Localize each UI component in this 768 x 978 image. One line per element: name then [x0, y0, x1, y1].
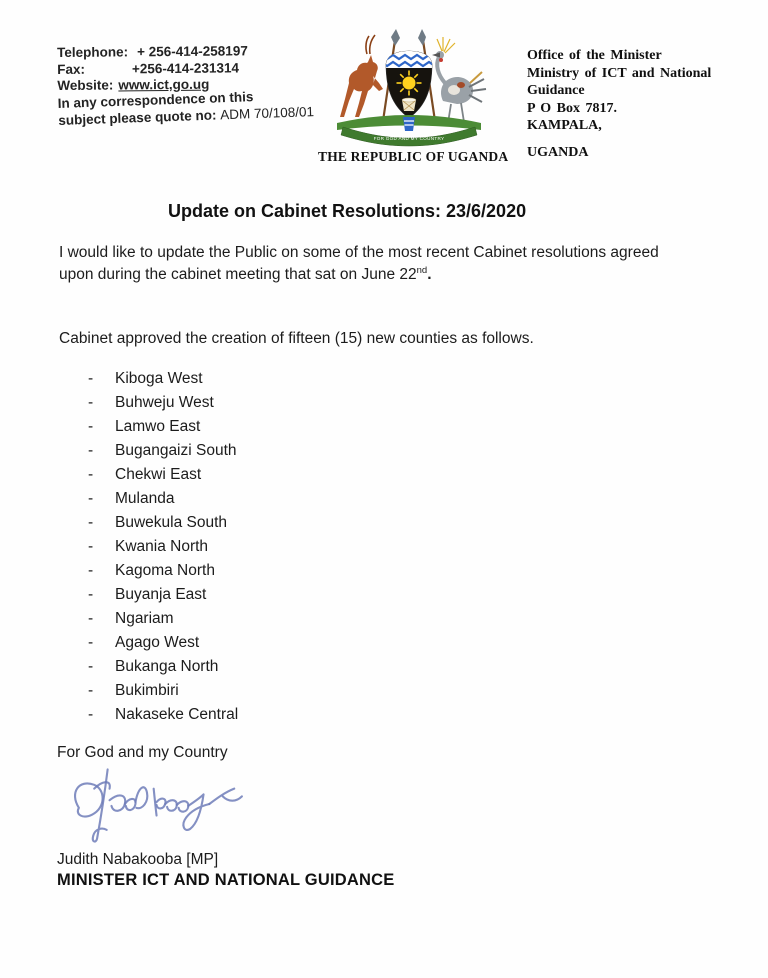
fax-value: +256-414-231314	[131, 59, 240, 76]
county-name: Bugangaizi South	[115, 442, 237, 459]
list-dash-bullet: -	[88, 610, 94, 627]
country-name: UGANDA	[527, 144, 589, 160]
list-dash-bullet: -	[88, 418, 94, 435]
county-name: Mulanda	[115, 490, 175, 507]
intro-line2-text: upon during the cabinet meeting that sat on June 22	[59, 265, 417, 283]
telephone-value: + 256-414-258197	[137, 43, 248, 60]
list-dash-bullet: -	[88, 586, 94, 603]
county-list-item	[88, 538, 238, 562]
list-dash-bullet: -	[88, 394, 94, 411]
county-name: Chekwi East	[115, 466, 202, 483]
county-name: Buwekula South	[115, 514, 228, 531]
county-name: Buhweju West	[115, 394, 214, 411]
uganda-coat-of-arms-icon	[321, 27, 497, 149]
list-dash-bullet: -	[88, 514, 94, 531]
office-line: Guidance	[527, 83, 585, 98]
county-name: Ngariam	[115, 610, 174, 627]
correspondence-note-line1: In any correspondence on this	[57, 88, 254, 111]
county-list-item	[88, 706, 238, 730]
county-list-item	[88, 394, 238, 418]
county-list-item	[88, 610, 238, 634]
fax-label: Fax:	[57, 61, 86, 77]
list-dash-bullet: -	[88, 442, 94, 459]
list-dash-bullet: -	[88, 658, 94, 675]
shield-icon	[381, 51, 437, 118]
telephone-label: Telephone:	[57, 44, 129, 60]
list-dash-bullet: -	[88, 538, 94, 555]
intro-line2	[59, 264, 759, 286]
intro-line1: I would like to update the Public on some of the most recent Cabinet resolutions agreed	[59, 244, 659, 261]
signatory-title: MINISTER ICT AND NATIONAL GUIDANCE	[57, 871, 395, 889]
river-icon	[403, 117, 415, 131]
county-list-item	[88, 682, 238, 706]
county-name: Kiboga West	[115, 370, 203, 387]
county-list-item	[88, 586, 238, 610]
county-name: Nakaseke Central	[115, 706, 239, 723]
kob-antelope-icon	[340, 35, 383, 117]
intro-paragraph	[59, 242, 759, 285]
county-list-item	[88, 634, 238, 658]
county-list	[88, 370, 238, 730]
crest-block	[318, 27, 509, 165]
county-name: Buyanja East	[115, 586, 207, 603]
county-name: Agago West	[115, 634, 200, 651]
intro-period: .	[427, 265, 432, 283]
county-name: Kwania North	[115, 538, 209, 555]
office-line: KAMPALA,	[527, 118, 602, 133]
motto-text: FOR GOD AND MY COUNTRY	[373, 136, 445, 141]
office-line: Ministry of ICT and National	[527, 65, 712, 81]
list-dash-bullet: -	[88, 682, 94, 699]
sun-icon	[397, 71, 422, 96]
website-label: Website:	[57, 77, 114, 93]
county-name: Lamwo East	[115, 418, 201, 435]
county-list-item	[88, 418, 238, 442]
county-list-item	[88, 562, 238, 586]
list-dash-bullet: -	[88, 490, 94, 507]
office-line: P O Box 7817.	[527, 100, 618, 116]
list-dash-bullet: -	[88, 634, 94, 651]
contact-block	[57, 43, 314, 129]
signatory-name: Judith Nabakooba [MP]	[57, 851, 219, 868]
signature-scribble-icon	[52, 758, 287, 850]
county-name: Bukimbiri	[115, 682, 179, 699]
website-value: www.ict,go.ug	[118, 76, 210, 93]
office-address-block	[527, 47, 711, 161]
crest-caption: THE REPUBLIC OF UGANDA	[318, 149, 509, 164]
quote-no-value: ADM 70/108/01	[219, 103, 315, 122]
list-dash-bullet: -	[88, 370, 94, 387]
list-dash-bullet: -	[88, 562, 94, 579]
office-line: Office of the Minister	[527, 48, 662, 63]
county-list-item	[88, 658, 238, 682]
county-list-item	[88, 442, 238, 466]
drum-icon	[402, 98, 416, 111]
quote-no-label: subject please quote no:	[58, 106, 217, 127]
county-list-item	[88, 370, 238, 394]
list-dash-bullet: -	[88, 466, 94, 483]
ordinal-superscript: nd	[416, 264, 428, 276]
county-list-item	[88, 514, 238, 538]
letter-title: Update on Cabinet Resolutions: 23/6/2020	[168, 201, 527, 221]
county-name: Bukanga North	[115, 658, 219, 675]
county-name: Kagoma North	[115, 562, 215, 579]
closing-valediction: For God and my Country	[57, 744, 228, 761]
signature-block	[52, 758, 287, 850]
list-dash-bullet: -	[88, 706, 94, 723]
county-list-item	[88, 490, 238, 514]
counties-intro-paragraph: Cabinet approved the creation of fifteen (15) new counties as follows.	[59, 330, 534, 347]
county-list-item	[88, 466, 238, 490]
crowned-crane-icon	[432, 37, 486, 123]
